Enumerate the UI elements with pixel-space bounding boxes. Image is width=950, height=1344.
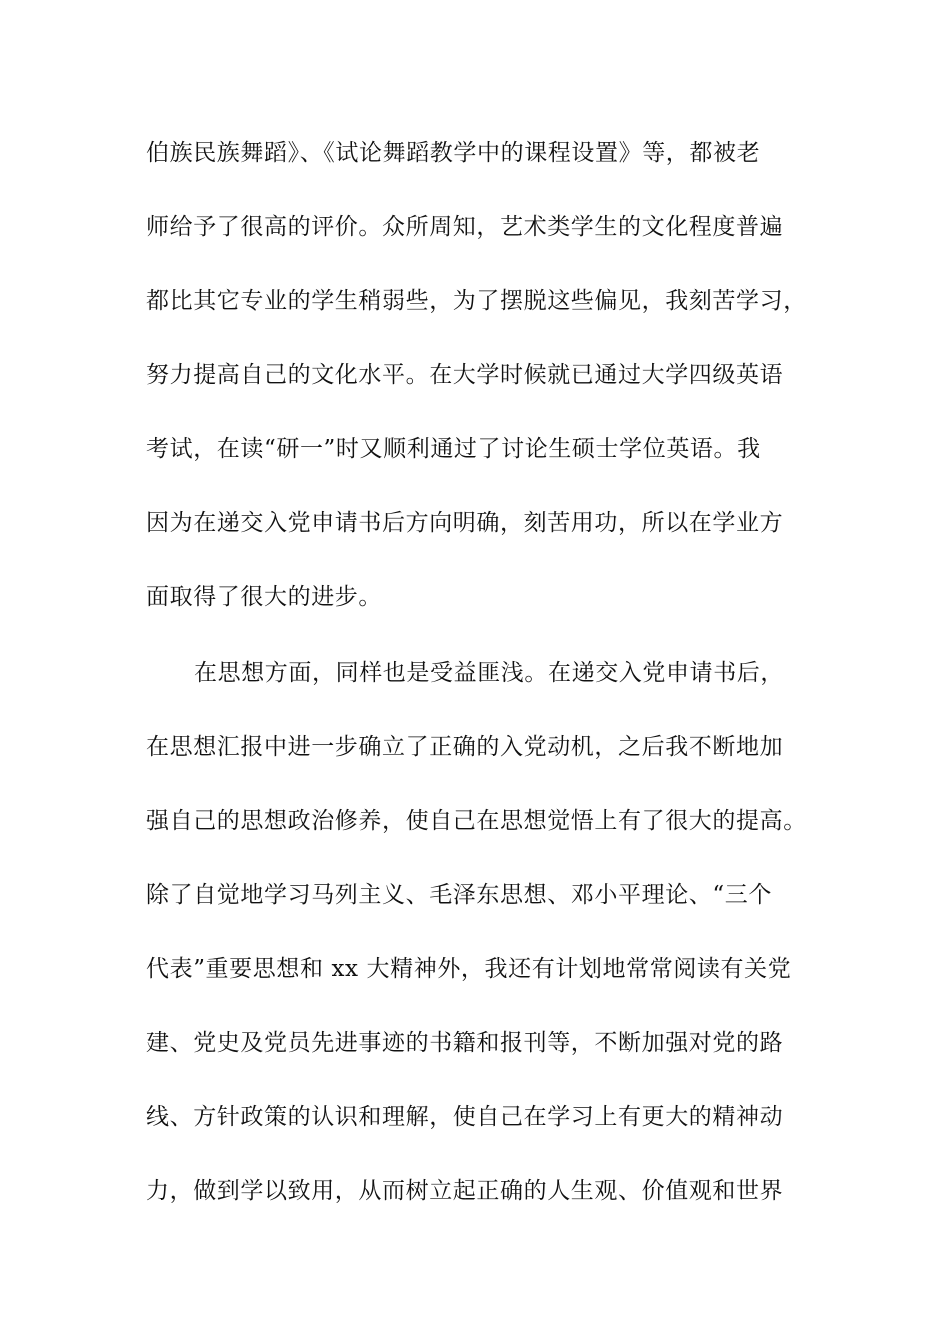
text-line: 代表”重要思想和 xx 大精神外，我还有计划地常常阅读有关党 (146, 956, 792, 982)
text-line: 师给予了很高的评价。众所周知，艺术类学生的文化程度普遍 (146, 214, 784, 240)
text-line: 努力提高自己的文化水平。在大学时候就已通过大学四级英语 (146, 362, 784, 388)
text-line: 建、党史及党员先进事迹的书籍和报刊等，不断加强对党的路 (146, 1030, 784, 1056)
text-line: 强自己的思想政治修养，使自己在思想觉悟上有了很大的提高。 (146, 808, 807, 834)
text-line: 在思想方面，同样也是受益匪浅。在递交入党申请书后， (194, 660, 784, 686)
text-line: 除了自觉地学习马列主义、毛泽东思想、邓小平理论、“三个 (146, 882, 772, 908)
text-line: 力，做到学以致用，从而树立起正确的人生观、价值观和世界 (146, 1178, 784, 1204)
text-line: 在思想汇报中进一步确立了正确的入党动机，之后我不断地加 (146, 734, 784, 760)
text-line: 因为在递交入党申请书后方向明确，刻苦用功，所以在学业方 (146, 510, 784, 536)
text-line: 伯族民族舞蹈》、《试论舞蹈教学中的课程设置》等，都被老 (146, 140, 761, 166)
text-line: 考试，在读“研一”时又顺利通过了讨论生硕士学位英语。我 (146, 436, 761, 462)
text-line: 都比其它专业的学生稍弱些，为了摆脱这些偏见，我刻苦学习， (146, 288, 807, 314)
text-line: 线、方针政策的认识和理解，使自己在学习上有更大的精神动 (146, 1104, 784, 1130)
text-line: 面取得了很大的进步。 (146, 584, 382, 610)
